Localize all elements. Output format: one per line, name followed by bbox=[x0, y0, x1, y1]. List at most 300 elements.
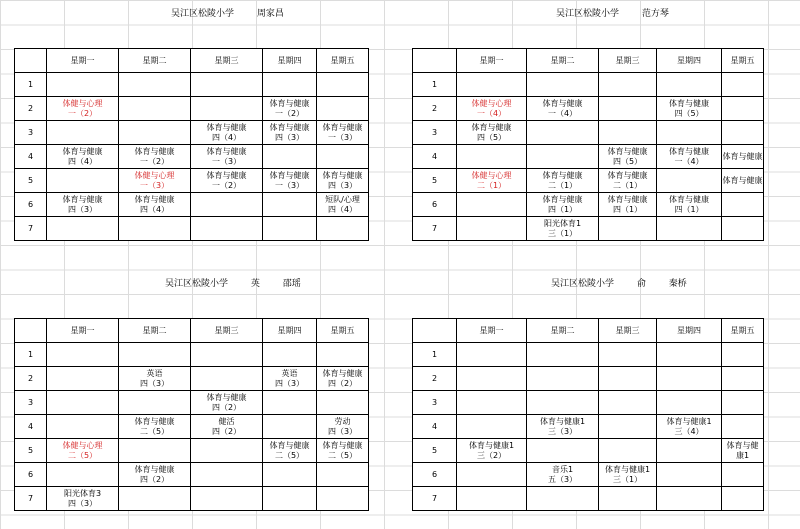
timetable-panel-2 bbox=[412, 48, 764, 241]
lesson-cell bbox=[457, 97, 527, 121]
lesson-class: 一（2） bbox=[211, 180, 242, 190]
lesson-cell bbox=[317, 415, 369, 439]
lesson-class: 四（1） bbox=[674, 204, 704, 214]
period-number: 1 bbox=[15, 343, 47, 367]
day-header: 星期四 bbox=[263, 319, 317, 343]
lesson-class: 一（4） bbox=[547, 108, 578, 118]
lesson-cell bbox=[527, 367, 599, 391]
lesson-cell bbox=[457, 391, 527, 415]
day-header: 星期五 bbox=[317, 319, 369, 343]
lesson-cell bbox=[527, 463, 599, 487]
lesson-class: 三（3） bbox=[547, 426, 578, 436]
period-number: 2 bbox=[15, 367, 47, 391]
lesson-subject: 体育与健康 bbox=[134, 194, 175, 204]
lesson-cell bbox=[263, 193, 317, 217]
lesson-cell bbox=[457, 145, 527, 169]
lesson-class: 四（5） bbox=[674, 108, 704, 118]
table-row bbox=[413, 415, 764, 439]
lesson-cell bbox=[527, 193, 599, 217]
lesson-class: 一（2） bbox=[139, 156, 170, 166]
lesson-subject: 英语 bbox=[281, 368, 298, 378]
lesson-cell bbox=[599, 343, 657, 367]
lesson-cell bbox=[722, 97, 764, 121]
day-header: 星期一 bbox=[47, 319, 119, 343]
lesson-cell bbox=[657, 439, 722, 463]
period-number: 7 bbox=[413, 217, 457, 241]
lesson-cell bbox=[317, 217, 369, 241]
timetable-header-row bbox=[15, 319, 369, 343]
lesson-cell bbox=[119, 487, 191, 511]
lesson-subject: 体育与健康 bbox=[269, 170, 310, 180]
lesson-cell bbox=[527, 97, 599, 121]
lesson-cell bbox=[657, 169, 722, 193]
lesson-class: 四（5） bbox=[612, 156, 643, 166]
lesson-cell bbox=[317, 463, 369, 487]
timetable-header-4: 吴江区松陵小学 俞 秦桥 bbox=[551, 279, 687, 289]
lesson-cell bbox=[317, 391, 369, 415]
table-row bbox=[413, 193, 764, 217]
lesson-subject: 体育与健康 bbox=[62, 194, 103, 204]
timetable bbox=[412, 48, 764, 241]
period-number: 4 bbox=[15, 145, 47, 169]
lesson-cell bbox=[119, 121, 191, 145]
table-row bbox=[413, 217, 764, 241]
lesson-cell bbox=[47, 145, 119, 169]
lesson-cell bbox=[317, 169, 369, 193]
table-row bbox=[413, 391, 764, 415]
lesson-cell bbox=[317, 367, 369, 391]
table-row bbox=[15, 391, 369, 415]
lesson-cell bbox=[599, 439, 657, 463]
table-row bbox=[413, 121, 764, 145]
lesson-cell bbox=[317, 193, 369, 217]
lesson-cell bbox=[722, 73, 764, 97]
lesson-subject: 体育与健康 bbox=[269, 440, 310, 450]
lesson-cell bbox=[317, 487, 369, 511]
table-row bbox=[413, 343, 764, 367]
lesson-subject: 体育与健康 bbox=[669, 98, 709, 108]
day-header: 星期二 bbox=[527, 319, 599, 343]
lesson-subject: 体育与健康1 bbox=[666, 416, 712, 426]
lesson-cell bbox=[599, 415, 657, 439]
lesson-cell bbox=[722, 391, 764, 415]
lesson-cell bbox=[457, 193, 527, 217]
lesson-class: 四（3） bbox=[67, 204, 98, 214]
table-row bbox=[15, 169, 369, 193]
lesson-cell bbox=[599, 463, 657, 487]
lesson-subject: 阳光体育1 bbox=[543, 218, 582, 228]
lesson-cell bbox=[657, 487, 722, 511]
period-number: 3 bbox=[413, 391, 457, 415]
lesson-cell bbox=[47, 343, 119, 367]
lesson-class: 四（3） bbox=[139, 378, 170, 388]
lesson-class: 五（3） bbox=[547, 474, 578, 484]
lesson-cell bbox=[722, 217, 764, 241]
lesson-cell bbox=[191, 145, 263, 169]
lesson-cell bbox=[47, 391, 119, 415]
timetable-header-row bbox=[15, 49, 369, 73]
lesson-cell bbox=[191, 343, 263, 367]
table-row bbox=[15, 439, 369, 463]
lesson-subject: 阳光体育3 bbox=[63, 488, 102, 498]
lesson-cell bbox=[527, 487, 599, 511]
lesson-cell bbox=[599, 121, 657, 145]
lesson-cell bbox=[47, 367, 119, 391]
lesson-cell bbox=[119, 343, 191, 367]
day-header: 星期四 bbox=[263, 49, 317, 73]
lesson-cell bbox=[191, 169, 263, 193]
lesson-subject: 体育与健康 bbox=[322, 170, 363, 180]
lesson-class: 二（5） bbox=[327, 450, 358, 460]
lesson-class: 三（4） bbox=[674, 426, 704, 436]
day-header: 星期四 bbox=[657, 49, 722, 73]
lesson-cell bbox=[657, 415, 722, 439]
lesson-class: 一（4） bbox=[674, 156, 704, 166]
corner-cell bbox=[413, 319, 457, 343]
lesson-subject: 体育与健康 bbox=[206, 146, 247, 156]
lesson-cell bbox=[527, 73, 599, 97]
lesson-class: 四（2） bbox=[327, 378, 358, 388]
lesson-subject: 体育与健康 bbox=[206, 170, 247, 180]
lesson-cell bbox=[722, 463, 764, 487]
table-row bbox=[413, 487, 764, 511]
lesson-cell bbox=[47, 415, 119, 439]
lesson-subject: 体育与健康 bbox=[542, 170, 583, 180]
lesson-cell bbox=[263, 73, 317, 97]
lesson-cell bbox=[191, 73, 263, 97]
lesson-subject: 体育与健康 bbox=[134, 146, 175, 156]
lesson-cell bbox=[119, 169, 191, 193]
lesson-subject: 体育与健康 bbox=[206, 122, 247, 132]
lesson-cell bbox=[191, 217, 263, 241]
lesson-cell bbox=[317, 145, 369, 169]
lesson-cell bbox=[47, 463, 119, 487]
lesson-class: 康1 bbox=[735, 450, 750, 460]
table-row bbox=[413, 97, 764, 121]
lesson-cell bbox=[263, 463, 317, 487]
lesson-cell bbox=[47, 169, 119, 193]
corner-cell bbox=[413, 49, 457, 73]
period-number: 3 bbox=[413, 121, 457, 145]
lesson-cell bbox=[263, 217, 317, 241]
lesson-subject: 体育与健康 bbox=[471, 122, 512, 132]
lesson-subject: 体育与健康 bbox=[607, 170, 648, 180]
timetable bbox=[14, 318, 369, 511]
lesson-cell bbox=[722, 169, 764, 193]
lesson-cell bbox=[722, 121, 764, 145]
day-header: 星期二 bbox=[527, 49, 599, 73]
corner-cell bbox=[15, 49, 47, 73]
lesson-subject: 劳动 bbox=[334, 416, 351, 426]
lesson-cell bbox=[47, 439, 119, 463]
lesson-subject: 体育与健康 bbox=[62, 146, 103, 156]
lesson-class: 四（4） bbox=[67, 156, 98, 166]
lesson-subject: 体育与健康 bbox=[322, 122, 363, 132]
day-header: 星期一 bbox=[457, 319, 527, 343]
period-number: 5 bbox=[15, 169, 47, 193]
day-header: 星期三 bbox=[599, 319, 657, 343]
lesson-class: 一（3） bbox=[274, 180, 305, 190]
lesson-cell bbox=[457, 439, 527, 463]
lesson-class: 四（1） bbox=[612, 204, 643, 214]
lesson-cell bbox=[457, 121, 527, 145]
lesson-subject: 体健与心理 bbox=[471, 98, 512, 108]
timetable-header-2: 吴江区松陵小学 范方琴 bbox=[556, 9, 669, 19]
lesson-subject: 体育与健康 bbox=[722, 151, 763, 161]
period-number: 4 bbox=[15, 415, 47, 439]
lesson-cell bbox=[527, 391, 599, 415]
lesson-class: 一（3） bbox=[139, 180, 170, 190]
lesson-cell bbox=[457, 73, 527, 97]
period-number: 5 bbox=[413, 439, 457, 463]
lesson-cell bbox=[191, 193, 263, 217]
lesson-cell bbox=[722, 367, 764, 391]
period-number: 1 bbox=[413, 73, 457, 97]
lesson-cell bbox=[47, 73, 119, 97]
lesson-subject: 体育与健康 bbox=[607, 194, 648, 204]
lesson-cell bbox=[599, 367, 657, 391]
lesson-class: 二（1） bbox=[612, 180, 643, 190]
lesson-cell bbox=[191, 97, 263, 121]
lesson-cell bbox=[47, 97, 119, 121]
lesson-cell bbox=[263, 415, 317, 439]
timetable-panel-3 bbox=[14, 318, 369, 511]
lesson-class: 四（3） bbox=[274, 378, 305, 388]
lesson-class: 一（3） bbox=[327, 132, 358, 142]
lesson-class: 一（2） bbox=[67, 108, 98, 118]
lesson-cell bbox=[263, 439, 317, 463]
lesson-cell bbox=[263, 367, 317, 391]
lesson-cell bbox=[457, 217, 527, 241]
lesson-subject: 体育与健康 bbox=[134, 416, 175, 426]
lesson-cell bbox=[119, 463, 191, 487]
lesson-class: 四（1） bbox=[547, 204, 578, 214]
lesson-cell bbox=[119, 415, 191, 439]
day-header: 星期五 bbox=[317, 49, 369, 73]
day-header: 星期二 bbox=[119, 49, 191, 73]
lesson-cell bbox=[657, 217, 722, 241]
lesson-subject: 体育与健康 bbox=[269, 122, 310, 132]
lesson-subject: 体育与健康1 bbox=[539, 416, 586, 426]
timetable-panel-1 bbox=[14, 48, 369, 241]
period-number: 4 bbox=[413, 415, 457, 439]
lesson-cell bbox=[457, 169, 527, 193]
lesson-subject: 体健与心理 bbox=[62, 440, 103, 450]
lesson-subject: 体育与健康 bbox=[607, 146, 648, 156]
lesson-cell bbox=[527, 169, 599, 193]
table-row bbox=[15, 415, 369, 439]
lesson-subject: 短队/心理 bbox=[325, 194, 360, 204]
lesson-class: 二（1） bbox=[547, 180, 578, 190]
lesson-class: 一（2） bbox=[274, 108, 305, 118]
lesson-cell bbox=[599, 97, 657, 121]
lesson-cell bbox=[119, 97, 191, 121]
lesson-cell bbox=[263, 487, 317, 511]
lesson-cell bbox=[657, 463, 722, 487]
lesson-subject: 体育与健康1 bbox=[604, 464, 651, 474]
lesson-class: 四（3） bbox=[67, 498, 98, 508]
lesson-cell bbox=[47, 121, 119, 145]
lesson-subject: 体育与健康 bbox=[542, 98, 583, 108]
lesson-cell bbox=[599, 391, 657, 415]
table-row bbox=[15, 73, 369, 97]
lesson-cell bbox=[457, 367, 527, 391]
table-row bbox=[15, 343, 369, 367]
lesson-cell bbox=[263, 121, 317, 145]
lesson-class: 四（2） bbox=[139, 474, 170, 484]
lesson-cell bbox=[657, 121, 722, 145]
table-row bbox=[15, 367, 369, 391]
lesson-subject: 音乐1 bbox=[551, 464, 574, 474]
lesson-subject: 健活 bbox=[218, 416, 235, 426]
lesson-class: 二（5） bbox=[139, 426, 170, 436]
lesson-subject: 体育与健康 bbox=[134, 464, 175, 474]
lesson-subject: 体健与心理 bbox=[62, 98, 103, 108]
timetable-header-1: 吴江区松陵小学 周家昌 bbox=[171, 9, 284, 19]
day-header: 星期三 bbox=[599, 49, 657, 73]
period-number: 7 bbox=[15, 487, 47, 511]
lesson-class: 一（4） bbox=[476, 108, 507, 118]
lesson-class: 三（2） bbox=[476, 450, 507, 460]
period-number: 6 bbox=[413, 193, 457, 217]
lesson-cell bbox=[599, 145, 657, 169]
lesson-subject: 体育与健康 bbox=[669, 146, 709, 156]
day-header: 星期五 bbox=[722, 319, 764, 343]
period-number: 2 bbox=[413, 97, 457, 121]
timetable-header-3: 吴江区松陵小学 英 邵瑶 bbox=[165, 279, 301, 289]
period-number: 6 bbox=[15, 463, 47, 487]
lesson-cell bbox=[457, 487, 527, 511]
table-row bbox=[413, 145, 764, 169]
lesson-class: 二（5） bbox=[274, 450, 305, 460]
lesson-class: 四（2） bbox=[211, 402, 242, 412]
lesson-subject: 体育与健康 bbox=[322, 440, 363, 450]
table-row bbox=[15, 145, 369, 169]
lesson-cell bbox=[722, 439, 764, 463]
lesson-cell bbox=[527, 343, 599, 367]
timetable bbox=[14, 48, 369, 241]
period-number: 6 bbox=[15, 193, 47, 217]
lesson-cell bbox=[599, 487, 657, 511]
lesson-cell bbox=[599, 217, 657, 241]
period-number: 7 bbox=[15, 217, 47, 241]
lesson-cell bbox=[317, 343, 369, 367]
lesson-cell bbox=[722, 193, 764, 217]
lesson-subject: 体育与健康 bbox=[542, 194, 583, 204]
lesson-cell bbox=[599, 169, 657, 193]
lesson-cell bbox=[119, 193, 191, 217]
lesson-subject: 体健与心理 bbox=[471, 170, 512, 180]
lesson-cell bbox=[657, 97, 722, 121]
period-number: 2 bbox=[15, 97, 47, 121]
table-row bbox=[413, 439, 764, 463]
day-header: 星期四 bbox=[657, 319, 722, 343]
table-row bbox=[15, 97, 369, 121]
period-number: 3 bbox=[15, 121, 47, 145]
lesson-cell bbox=[263, 391, 317, 415]
lesson-cell bbox=[722, 415, 764, 439]
lesson-class: 四（3） bbox=[327, 180, 358, 190]
lesson-class: 四（5） bbox=[476, 132, 507, 142]
lesson-cell bbox=[191, 487, 263, 511]
lesson-cell bbox=[191, 391, 263, 415]
table-row bbox=[15, 463, 369, 487]
lesson-cell bbox=[657, 145, 722, 169]
lesson-cell bbox=[457, 463, 527, 487]
corner-cell bbox=[15, 319, 47, 343]
lesson-cell bbox=[527, 415, 599, 439]
lesson-cell bbox=[527, 439, 599, 463]
lesson-subject: 英语 bbox=[146, 368, 163, 378]
lesson-cell bbox=[457, 415, 527, 439]
lesson-cell bbox=[191, 121, 263, 145]
lesson-subject: 体育与健 bbox=[726, 440, 759, 450]
lesson-cell bbox=[527, 145, 599, 169]
lesson-cell bbox=[657, 73, 722, 97]
day-header: 星期五 bbox=[722, 49, 764, 73]
day-header: 星期一 bbox=[457, 49, 527, 73]
lesson-class: 三（1） bbox=[547, 228, 578, 238]
lesson-cell bbox=[47, 217, 119, 241]
period-number: 5 bbox=[15, 439, 47, 463]
period-number: 2 bbox=[413, 367, 457, 391]
table-row bbox=[413, 463, 764, 487]
lesson-class: 二（5） bbox=[67, 450, 98, 460]
lesson-cell bbox=[47, 487, 119, 511]
period-number: 1 bbox=[15, 73, 47, 97]
lesson-cell bbox=[263, 343, 317, 367]
lesson-cell bbox=[191, 415, 263, 439]
lesson-class: 四（2） bbox=[211, 426, 242, 436]
lesson-cell bbox=[317, 73, 369, 97]
lesson-cell bbox=[317, 439, 369, 463]
lesson-cell bbox=[47, 193, 119, 217]
lesson-subject: 体育与健康 bbox=[722, 175, 763, 185]
lesson-cell bbox=[657, 343, 722, 367]
lesson-subject: 体育与健康 bbox=[206, 392, 247, 402]
lesson-class: 一（3） bbox=[211, 156, 242, 166]
lesson-class: 四（4） bbox=[211, 132, 242, 142]
lesson-cell bbox=[317, 121, 369, 145]
lesson-cell bbox=[722, 145, 764, 169]
lesson-cell bbox=[657, 193, 722, 217]
lesson-cell bbox=[263, 145, 317, 169]
lesson-cell bbox=[263, 97, 317, 121]
lesson-class: 四（3） bbox=[274, 132, 305, 142]
lesson-class: 四（4） bbox=[327, 204, 358, 214]
lesson-cell bbox=[119, 391, 191, 415]
day-header: 星期三 bbox=[191, 49, 263, 73]
lesson-subject: 体育与健康1 bbox=[468, 440, 515, 450]
period-number: 7 bbox=[413, 487, 457, 511]
table-row bbox=[413, 367, 764, 391]
timetable-panel-4 bbox=[412, 318, 764, 511]
lesson-cell bbox=[527, 121, 599, 145]
period-number: 5 bbox=[413, 169, 457, 193]
lesson-subject: 体育与健康 bbox=[669, 194, 709, 204]
lesson-class: 四（3） bbox=[327, 426, 358, 436]
table-row bbox=[15, 217, 369, 241]
timetable-header-row bbox=[413, 49, 764, 73]
lesson-class: 三（1） bbox=[612, 474, 643, 484]
day-header: 星期三 bbox=[191, 319, 263, 343]
timetable-header-row bbox=[413, 319, 764, 343]
lesson-cell bbox=[119, 73, 191, 97]
table-row bbox=[413, 169, 764, 193]
lesson-cell bbox=[317, 97, 369, 121]
lesson-cell bbox=[722, 343, 764, 367]
lesson-cell bbox=[191, 367, 263, 391]
